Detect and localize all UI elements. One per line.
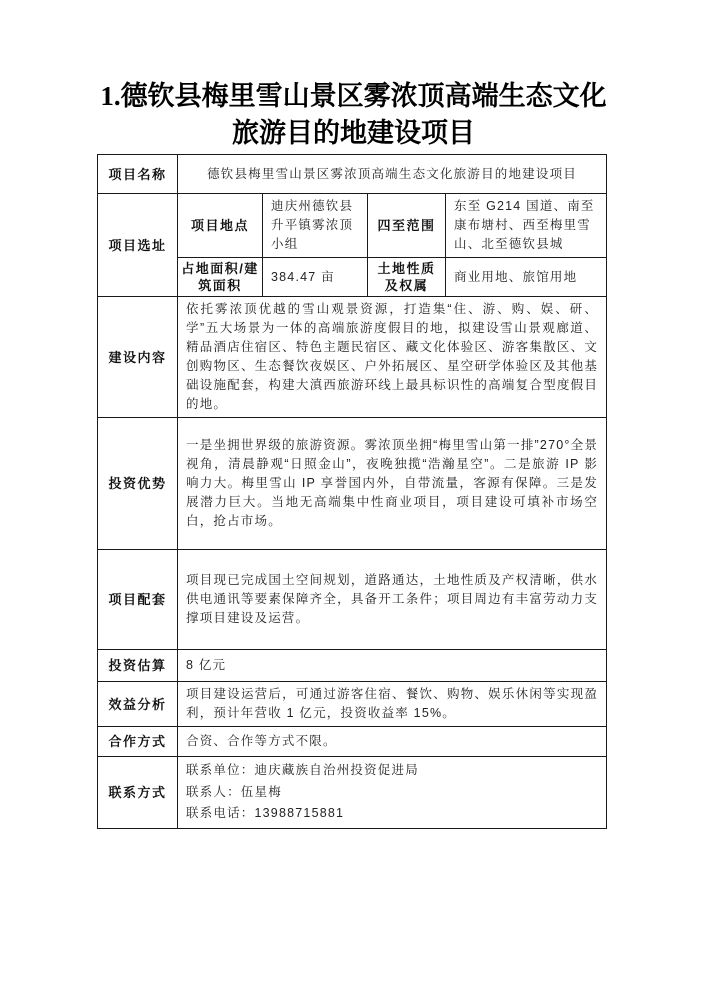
page-title-line2: 旅游目的地建设项目 (232, 118, 475, 148)
support-value: 项目现已完成国土空间规划，道路通达，土地性质及产权清晰，供水供电通讯等要素保障齐全，具备开工条件；项目周边有丰富劳动力支撑项目建设及运营。 (178, 550, 607, 650)
cooperation-value: 合资、合作等方式不限。 (178, 727, 607, 757)
page-title (0, 78, 707, 152)
benefit-value: 项目建设运营后，可通过游客住宿、餐饮、购物、娱乐休闲等实现盈利，预计年营收 1 亿元，投资收益率 15%。 (178, 682, 607, 727)
site-land-label: 土地性质及权属 (368, 258, 446, 297)
investment-label: 投资估算 (98, 650, 178, 682)
site-scope-label: 四至范围 (368, 194, 446, 258)
site-scope-value: 东至 G214 国道、南至康布塘村、西至梅里雪山、北至德钦县城 (446, 194, 607, 258)
table-row (98, 297, 607, 418)
project-info-table (97, 154, 607, 829)
contact-line-unit: 联系单位：迪庆藏族自治州投资促进局 (186, 763, 419, 778)
site-land-value: 商业用地、旅馆用地 (446, 258, 607, 297)
advantages-label: 投资优势 (98, 418, 178, 550)
table-row (98, 727, 607, 757)
site-location-value: 迪庆州德钦县升平镇雾浓顶小组 (263, 194, 368, 258)
table-row (98, 757, 607, 829)
project-name-label: 项目名称 (98, 155, 178, 194)
table-row (98, 155, 607, 194)
cooperation-label: 合作方式 (98, 727, 178, 757)
construction-value: 依托雾浓顶优越的雪山观景资源，打造集“住、游、购、娱、研、学”五大场景为一体的高端旅游度假目的地，拟建设雪山景观廊道、精品酒店住宿区、特色主题民宿区、藏文化体验区、游客集散区、文创购物区、生态餐饮夜娱区、户外拓展区、星空研学体验区及其他基础设施配套，构建大滇西旅游环线上最具标识性的高端复合型度假目的地。 (178, 297, 607, 418)
benefit-label: 效益分析 (98, 682, 178, 727)
table-row (98, 650, 607, 682)
construction-label: 建设内容 (98, 297, 178, 418)
support-label: 项目配套 (98, 550, 178, 650)
table-row (98, 682, 607, 727)
contact-value (178, 757, 607, 829)
site-location-label: 项目地点 (178, 194, 263, 258)
contact-line-person: 联系人：伍星梅 (186, 784, 282, 799)
contact-label: 联系方式 (98, 757, 178, 829)
site-area-label: 占地面积/建筑面积 (178, 258, 263, 297)
page-title-line1: 1.德钦县梅里雪山景区雾浓顶高端生态文化 (100, 81, 607, 111)
project-name-value: 德钦县梅里雪山景区雾浓顶高端生态文化旅游目的地建设项目 (178, 155, 607, 194)
table-row (98, 550, 607, 650)
site-label: 项目选址 (98, 194, 178, 297)
investment-value: 8 亿元 (178, 650, 607, 682)
advantages-value: 一是坐拥世界级的旅游资源。雾浓顶坐拥“梅里雪山第一排”270°全景视角，清晨静观“日照金山”，夜晚独揽“浩瀚星空”。二是旅游 IP 影响力大。梅里雪山 IP 享誉国内外，自带流量，客源有保障。三是发展潜力巨大。当地无高端集中性商业项目，项目建设可填补市场空白，抢占市场。 (178, 418, 607, 550)
table-row (98, 418, 607, 550)
site-area-value: 384.47 亩 (263, 258, 368, 297)
contact-line-phone: 联系电话：13988715881 (186, 806, 345, 821)
table-row (98, 194, 607, 258)
